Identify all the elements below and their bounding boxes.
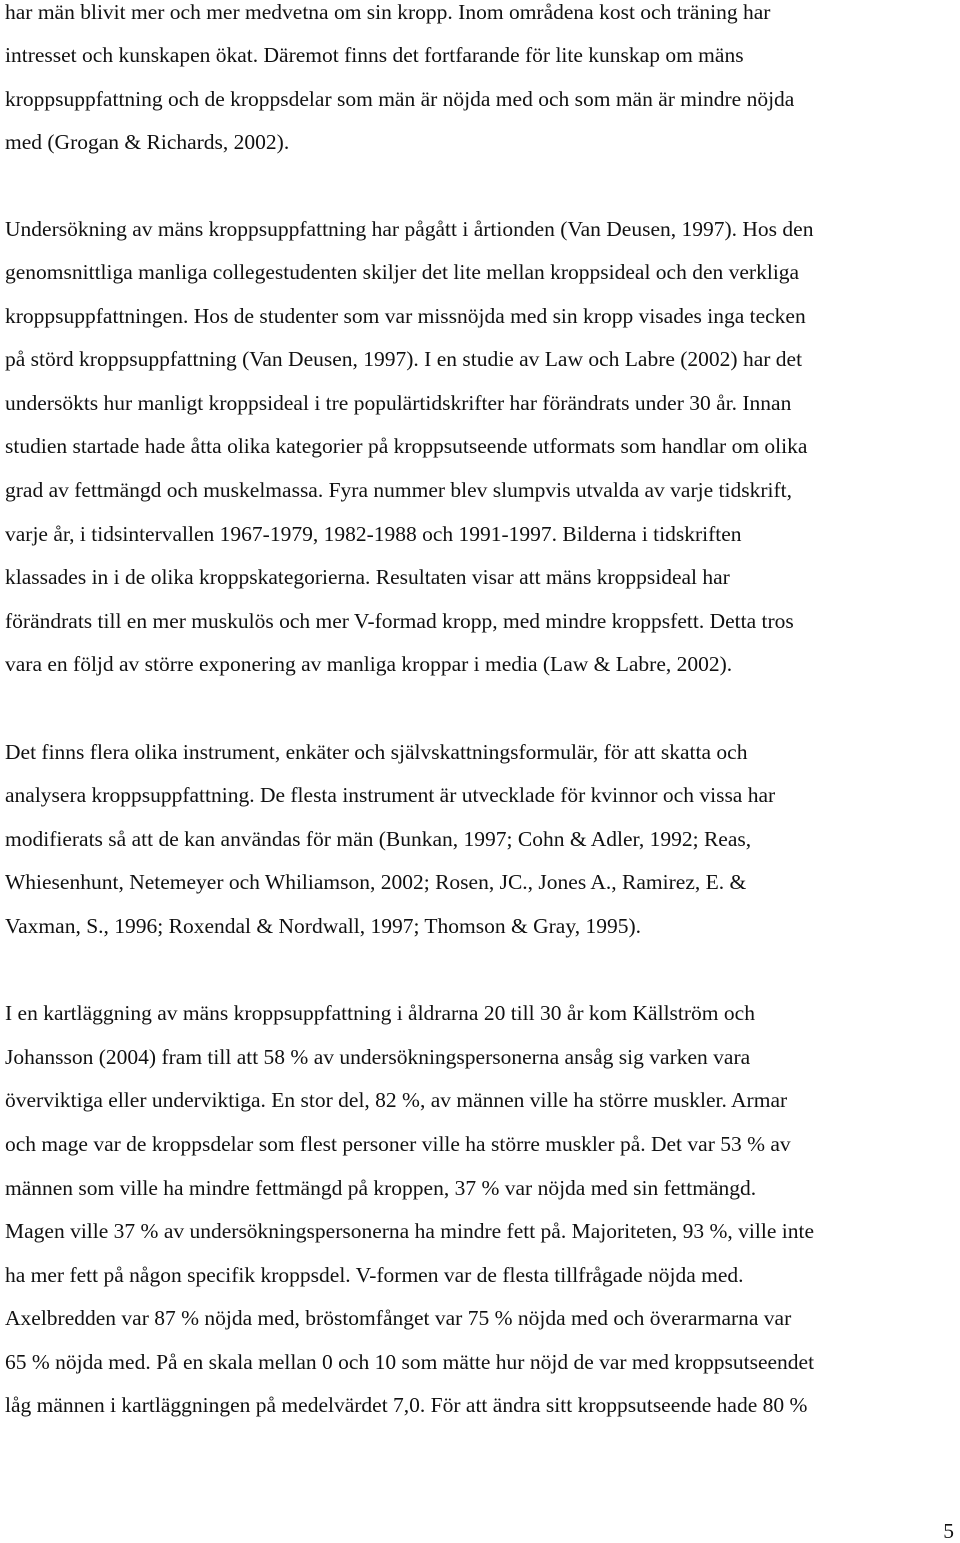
paragraph-4-line-1: I en kartläggning av mäns kroppsuppfattning i åldrarna 20 till 30 år kom Källström och xyxy=(5,1001,755,1025)
paragraph-2-line-9: klassades in i de olika kroppskategorierna. Resultaten visar att mäns kroppsideal har xyxy=(5,565,730,589)
paragraph-1-line-4: med (Grogan & Richards, 2002). xyxy=(5,130,290,154)
paragraph-1-line-2: intresset och kunskapen ökat. Däremot finns det fortfarande för lite kunskap om mäns xyxy=(5,43,744,67)
paragraph-4-line-7: ha mer fett på någon specifik kroppsdel. V-formen var de flesta tillfrågade nöjda med. xyxy=(5,1263,744,1287)
paragraph-4-line-10: låg männen i kartläggningen på medelvärdet 7,0. För att ändra sitt kroppsutseende hade 80 % xyxy=(5,1393,808,1417)
paragraph-2-line-8: varje år, i tidsintervallen 1967-1979, 1982-1988 och 1991-1997. Bilderna i tidskriften xyxy=(5,522,742,546)
paragraph-3-line-2: analysera kroppsuppfattning. De flesta instrument är utvecklade för kvinnor och vissa har xyxy=(5,783,776,807)
paragraph-4-line-3: överviktiga eller underviktiga. En stor del, 82 %, av männen ville ha större muskler. Armar xyxy=(5,1088,788,1112)
paragraph-3-line-5: Vaxman, S., 1996; Roxendal & Nordwall, 1997; Thomson & Gray, 1995). xyxy=(5,914,641,938)
paragraph-2-line-2: genomsnittliga manliga collegestudenten skiljer det lite mellan kroppsideal och den verkliga xyxy=(5,260,800,284)
paragraph-1-line-1: har män blivit mer och mer medvetna om sin kropp. Inom områdena kost och träning har xyxy=(5,0,771,24)
paragraph-4-line-8: Axelbredden var 87 % nöjda med, bröstomfånget var 75 % nöjda med och överarmarna var xyxy=(5,1306,792,1330)
paragraph-2-line-6: studien startade hade åtta olika kategorier på kroppsutseende utformats som handlar om olika xyxy=(5,434,808,458)
paragraph-2-line-7: grad av fettmängd och muskelmassa. Fyra nummer blev slumpvis utvalda av varje tidskrift, xyxy=(5,478,792,502)
paragraph-1-line-3: kroppsuppfattning och de kroppsdelar som män är nöjda med och som män är mindre nöjda xyxy=(5,87,795,111)
paragraph-2-line-3: kroppsuppfattningen. Hos de studenter som var missnöjda med sin kropp visades inga tecken xyxy=(5,304,806,328)
paragraph-2-line-5: undersökts hur manligt kroppsideal i tre populärtidskrifter har förändrats under 30 år. Innan xyxy=(5,391,792,415)
paragraph-3-line-4: Whiesenhunt, Netemeyer och Whiliamson, 2002; Rosen, JC., Jones A., Ramirez, E. & xyxy=(5,870,747,894)
paragraph-4-line-2: Johansson (2004) fram till att 58 % av undersökningspersonerna ansåg sig varken vara xyxy=(5,1045,751,1069)
paragraph-3-line-1: Det finns flera olika instrument, enkäter och självskattningsformulär, för att skatta och xyxy=(5,740,748,764)
paragraph-4-line-6: Magen ville 37 % av undersökningspersonerna ha mindre fett på. Majoriteten, 93 %, ville inte xyxy=(5,1219,815,1243)
paragraph-4-line-4: och mage var de kroppsdelar som flest personer ville ha större muskler på. Det var 53 % av xyxy=(5,1132,791,1156)
page-number: 5 xyxy=(943,1519,954,1543)
paragraph-3-line-3: modifierats så att de kan användas för män (Bunkan, 1997; Cohn & Adler, 1992; Reas, xyxy=(5,827,752,851)
paragraph-2-line-10: förändrats till en mer muskulös och mer V-formad kropp, med mindre kroppsfett. Detta tros xyxy=(5,609,794,633)
paragraph-2-line-11: vara en följd av större exponering av manliga kroppar i media (Law & Labre, 2002). xyxy=(5,652,733,676)
paragraph-2-line-1: Undersökning av mäns kroppsuppfattning har pågått i årtionden (Van Deusen, 1997). Hos den xyxy=(5,217,814,241)
paragraph-4-line-5: männen som ville ha mindre fettmängd på kroppen, 37 % var nöjda med sin fettmängd. xyxy=(5,1176,757,1200)
paragraph-4-line-9: 65 % nöjda med. På en skala mellan 0 och 10 som mätte hur nöjd de var med kroppsutseendet xyxy=(5,1350,815,1374)
paragraph-2-line-4: på störd kroppsuppfattning (Van Deusen, 1997). I en studie av Law och Labre (2002) har det xyxy=(5,347,803,371)
